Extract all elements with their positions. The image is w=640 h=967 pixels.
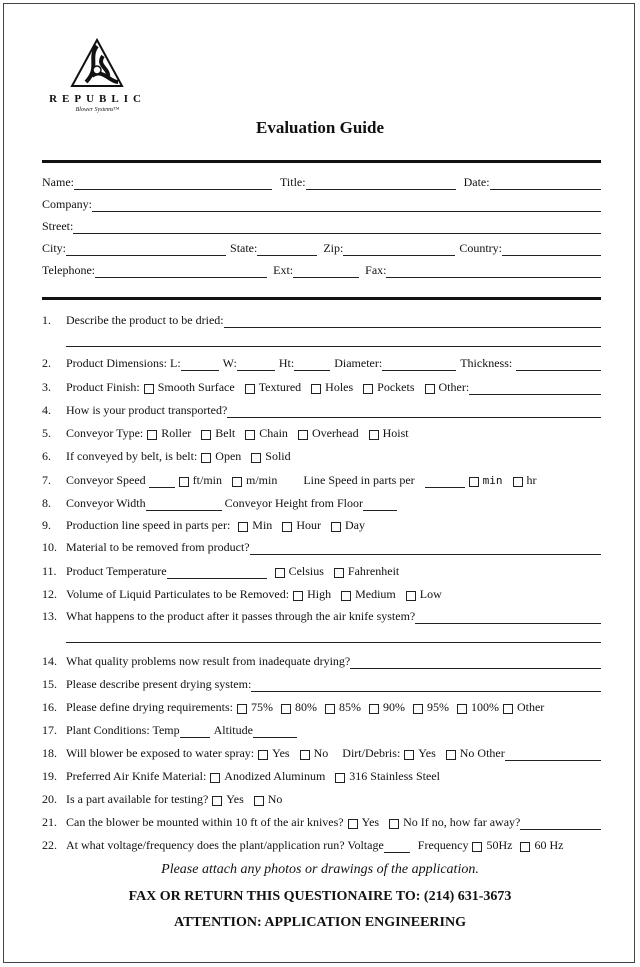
attach-note: Please attach any photos or drawings of the application. xyxy=(161,862,479,877)
hz60-label: 60 Hz xyxy=(534,838,564,852)
celsius-label: Celsius xyxy=(288,564,324,578)
hz60-checkbox[interactable] xyxy=(520,842,530,852)
smooth-label: Smooth Surface xyxy=(157,380,235,394)
hr-checkbox[interactable] xyxy=(513,477,523,487)
thickness-field[interactable] xyxy=(516,358,601,371)
contact-row-company xyxy=(42,197,601,212)
mmin-checkbox[interactable] xyxy=(232,477,242,487)
conveyor-width-field[interactable] xyxy=(146,498,222,511)
testing-no-checkbox[interactable] xyxy=(254,796,264,806)
conveyor-height-field[interactable] xyxy=(363,498,397,511)
volume-label: Volume of Liquid Particulates to be Removed: xyxy=(66,587,290,601)
altitude-field[interactable] xyxy=(253,725,297,738)
pct75-checkbox[interactable] xyxy=(237,704,247,714)
mount-label: Can the blower be mounted within 10 ft of the air knives? xyxy=(66,815,344,829)
pockets-checkbox[interactable] xyxy=(363,384,373,394)
mount-no-label: No If no, how far away? xyxy=(403,815,521,829)
question-text: What happens to the product after it passes through the air knife system? xyxy=(66,609,416,623)
dirt-no-other-label: No Other xyxy=(459,746,505,760)
pct100-label: 100% xyxy=(470,700,499,714)
temperature-field[interactable] xyxy=(167,566,267,579)
celsius-checkbox[interactable] xyxy=(275,568,285,578)
brand-subtitle: Blower Systems™ xyxy=(75,107,120,113)
question-number: 17. xyxy=(42,723,57,737)
question-4 xyxy=(42,403,601,418)
prod-min-label: Min xyxy=(252,518,273,532)
question-number: 8. xyxy=(42,496,51,510)
attention-line: ATTENTION: APPLICATION ENGINEERING xyxy=(174,915,466,930)
material-pref-label: Preferred Air Knife Material: xyxy=(66,769,207,783)
date-field[interactable] xyxy=(490,177,601,190)
conveyor-width-label: Conveyor Width xyxy=(66,496,146,510)
pct80-label: 80% xyxy=(294,700,317,714)
solid-label: Solid xyxy=(265,449,291,463)
question-number: 12. xyxy=(42,587,57,601)
question-7 xyxy=(42,473,601,488)
question-number: 13. xyxy=(42,609,57,623)
conveyor-height-label: Conveyor Height from Floor xyxy=(224,496,363,510)
drying-other-checkbox[interactable] xyxy=(503,704,513,714)
stainless-label: 316 Stainless Steel xyxy=(349,769,440,783)
question-21 xyxy=(42,815,601,830)
transport-field[interactable] xyxy=(227,405,601,418)
hz50-label: 50Hz xyxy=(486,838,513,852)
ext-field[interactable] xyxy=(293,265,359,278)
telephone-field[interactable] xyxy=(95,265,267,278)
width-label: W: xyxy=(222,356,237,370)
diameter-label: Diameter: xyxy=(334,356,383,370)
hoist-checkbox[interactable] xyxy=(369,430,379,440)
belt-label: Belt xyxy=(215,426,236,440)
stainless-checkbox[interactable] xyxy=(335,773,345,783)
fax-label: Fax: xyxy=(365,263,387,277)
question-number: 10. xyxy=(42,540,57,554)
question-8 xyxy=(42,496,601,511)
question-1 xyxy=(42,313,601,328)
title-label: Title: xyxy=(280,175,306,189)
zip-field[interactable] xyxy=(343,243,455,256)
water-no-checkbox[interactable] xyxy=(300,750,310,760)
mount-yes-label: Yes xyxy=(361,815,380,829)
finish-label: Product Finish: xyxy=(66,380,140,394)
overhead-label: Overhead xyxy=(311,426,359,440)
question-number: 3. xyxy=(42,380,51,394)
medium-checkbox[interactable] xyxy=(341,591,351,601)
pct85-checkbox[interactable] xyxy=(325,704,335,714)
telephone-label: Telephone: xyxy=(42,263,96,277)
state-field[interactable] xyxy=(257,243,317,256)
question-6 xyxy=(42,449,601,464)
open-label: Open xyxy=(215,449,242,463)
hr-label: hr xyxy=(526,473,537,487)
question-number: 7. xyxy=(42,473,51,487)
pct90-checkbox[interactable] xyxy=(369,704,379,714)
country-label: Country: xyxy=(459,241,503,255)
question-number: 6. xyxy=(42,449,51,463)
dimensions-label: Product Dimensions: L: xyxy=(66,356,181,370)
question-16 xyxy=(42,700,601,715)
question-text: How is your product transported? xyxy=(66,403,228,417)
top-divider xyxy=(42,160,601,163)
question-number: 16. xyxy=(42,700,57,714)
overhead-checkbox[interactable] xyxy=(298,430,308,440)
thickness-label: Thickness: xyxy=(460,356,513,370)
holes-checkbox[interactable] xyxy=(311,384,321,394)
question-number: 2. xyxy=(42,356,51,370)
pct75-label: 75% xyxy=(250,700,273,714)
pockets-label: Pockets xyxy=(377,380,415,394)
water-no-label: No xyxy=(313,746,329,760)
company-field[interactable] xyxy=(92,199,601,212)
textured-label: Textured xyxy=(258,380,302,394)
testing-yes-label: Yes xyxy=(226,792,244,806)
question-10 xyxy=(42,540,601,555)
low-label: Low xyxy=(419,587,442,601)
roller-label: Roller xyxy=(161,426,192,440)
question-number: 21. xyxy=(42,815,57,829)
dirt-other-field[interactable] xyxy=(505,748,601,761)
name-field[interactable] xyxy=(74,177,272,190)
page-title: Evaluation Guide xyxy=(255,118,384,137)
drying-other-label: Other xyxy=(516,700,545,714)
plant-temp-field[interactable] xyxy=(180,725,210,738)
question-number: 5. xyxy=(42,426,51,440)
question-text: Material to be removed from product? xyxy=(66,540,250,554)
question-19 xyxy=(42,769,601,784)
ftmin-checkbox[interactable] xyxy=(179,477,189,487)
distance-field[interactable] xyxy=(520,817,601,830)
diameter-field[interactable] xyxy=(382,358,456,371)
height-label: Ht: xyxy=(278,356,295,370)
smooth-checkbox[interactable] xyxy=(144,384,154,394)
material-field[interactable] xyxy=(250,542,601,555)
ftmin-label: ft/min xyxy=(192,473,222,487)
min-checkbox[interactable] xyxy=(469,477,479,487)
question-number: 9. xyxy=(42,518,51,532)
plant-temp-label: Plant Conditions: Temp xyxy=(66,723,180,737)
testing-yes-checkbox[interactable] xyxy=(212,796,222,806)
production-speed-label: Production line speed in parts per: xyxy=(66,518,231,532)
hoist-label: Hoist xyxy=(382,426,409,440)
pct95-checkbox[interactable] xyxy=(413,704,423,714)
title-field[interactable] xyxy=(306,177,456,190)
after-process-line-2[interactable] xyxy=(66,642,601,643)
question-18 xyxy=(42,746,601,761)
height-field[interactable] xyxy=(294,358,330,371)
question-text: Please describe present drying system: xyxy=(66,677,252,691)
state-label: State: xyxy=(230,241,258,255)
voltage-field[interactable] xyxy=(384,840,410,853)
street-label: Street: xyxy=(42,219,74,233)
low-checkbox[interactable] xyxy=(406,591,416,601)
question-3 xyxy=(42,380,601,395)
question-number: 19. xyxy=(42,769,57,783)
length-field[interactable] xyxy=(181,358,219,371)
textured-checkbox[interactable] xyxy=(245,384,255,394)
prod-min-checkbox[interactable] xyxy=(238,522,248,532)
question-text: Describe the product to be dried: xyxy=(66,313,224,327)
ext-label: Ext: xyxy=(273,263,294,277)
temperature-label: Product Temperature xyxy=(66,564,167,578)
question-number: 1. xyxy=(42,313,51,327)
dirt-yes-checkbox[interactable] xyxy=(404,750,414,760)
question-17 xyxy=(42,723,601,738)
drying-requirements-label: Please define drying requirements: xyxy=(66,700,233,714)
width-field[interactable] xyxy=(237,358,275,371)
mount-yes-checkbox[interactable] xyxy=(348,819,358,829)
high-label: High xyxy=(307,587,332,601)
testing-label: Is a part available for testing? xyxy=(66,792,209,806)
min-label: min xyxy=(482,474,503,487)
city-label: City: xyxy=(42,241,67,255)
altitude-label: Altitude xyxy=(213,723,253,737)
line-speed-field[interactable] xyxy=(425,475,465,488)
question-13 xyxy=(42,609,601,624)
question-20 xyxy=(42,792,601,807)
logo-icon xyxy=(70,38,125,90)
aluminum-label: Anodized Aluminum xyxy=(224,769,326,783)
after-process-field[interactable] xyxy=(415,611,601,624)
republic-logo xyxy=(40,38,155,123)
contact-row-telephone xyxy=(42,263,601,278)
country-field[interactable] xyxy=(502,243,601,256)
conveyor-type-label: Conveyor Type: xyxy=(66,426,144,440)
prod-day-checkbox[interactable] xyxy=(331,522,341,532)
conveyor-speed-label: Conveyor Speed xyxy=(66,473,146,487)
fahrenheit-checkbox[interactable] xyxy=(334,568,344,578)
question-11 xyxy=(42,564,601,579)
open-checkbox[interactable] xyxy=(201,453,211,463)
question-number: 14. xyxy=(42,654,57,668)
question-number: 22. xyxy=(42,838,57,852)
question-number: 18. xyxy=(42,746,57,760)
prod-hour-checkbox[interactable] xyxy=(282,522,292,532)
mount-no-checkbox[interactable] xyxy=(389,819,399,829)
voltage-label: At what voltage/frequency does the plant/application run? Voltage xyxy=(66,838,384,852)
pct85-label: 85% xyxy=(338,700,361,714)
pct100-checkbox[interactable] xyxy=(457,704,467,714)
holes-label: Holes xyxy=(325,380,354,394)
question-text: What quality problems now result from inadequate drying? xyxy=(66,654,351,668)
question-12 xyxy=(42,587,601,602)
question-14 xyxy=(42,654,601,669)
contact-row-city xyxy=(42,241,601,256)
pct80-checkbox[interactable] xyxy=(281,704,291,714)
line-speed-label: Line Speed in parts per xyxy=(303,473,415,487)
chain-label: Chain xyxy=(259,426,288,440)
pct95-label: 95% xyxy=(426,700,449,714)
conveyor-speed-field[interactable] xyxy=(149,475,175,488)
other-label: Other: xyxy=(438,380,470,394)
medium-label: Medium xyxy=(355,587,396,601)
question-number: 15. xyxy=(42,677,57,691)
question-5 xyxy=(42,426,601,441)
question-number: 11. xyxy=(42,564,57,578)
street-field[interactable] xyxy=(73,221,601,234)
testing-no-label: No xyxy=(267,792,283,806)
question-2 xyxy=(42,356,601,371)
fahrenheit-label: Fahrenheit xyxy=(347,564,400,578)
fax-instructions: FAX OR RETURN THIS QUESTIONAIRE TO: (214) 631-3673 xyxy=(128,889,512,904)
question-15 xyxy=(42,677,601,692)
city-field[interactable] xyxy=(66,243,226,256)
roller-checkbox[interactable] xyxy=(147,430,157,440)
contact-row-name xyxy=(42,175,601,190)
water-spray-label: Will blower be exposed to water spray: xyxy=(66,746,255,760)
water-yes-checkbox[interactable] xyxy=(258,750,268,760)
water-yes-label: Yes xyxy=(272,746,290,760)
date-label: Date: xyxy=(463,175,490,189)
high-checkbox[interactable] xyxy=(293,591,303,601)
belt-checkbox[interactable] xyxy=(201,430,211,440)
zip-label: Zip: xyxy=(323,241,344,255)
fax-field[interactable] xyxy=(386,265,601,278)
contact-row-street xyxy=(42,219,601,234)
quality-problems-field[interactable] xyxy=(350,656,601,669)
mmin-label: m/min xyxy=(246,473,278,487)
other-checkbox[interactable] xyxy=(425,384,435,394)
product-description-line-2[interactable] xyxy=(66,346,601,347)
question-number: 4. xyxy=(42,403,51,417)
aluminum-checkbox[interactable] xyxy=(210,773,220,783)
company-label: Company: xyxy=(42,197,92,211)
frequency-label: Frequency xyxy=(417,838,469,852)
drying-system-field[interactable] xyxy=(251,679,601,692)
dirt-no-checkbox[interactable] xyxy=(446,750,456,760)
dirt-yes-label: Yes xyxy=(418,746,436,760)
dirt-label: Dirt/Debris: xyxy=(342,746,401,760)
prod-hour-label: Hour xyxy=(296,518,321,532)
chain-checkbox[interactable] xyxy=(245,430,255,440)
solid-checkbox[interactable] xyxy=(251,453,261,463)
questions-divider xyxy=(42,297,601,300)
prod-day-label: Day xyxy=(344,518,365,532)
belt-type-label: If conveyed by belt, is belt: xyxy=(66,449,198,463)
question-number: 20. xyxy=(42,792,57,806)
product-description-field[interactable] xyxy=(224,315,601,328)
hz50-checkbox[interactable] xyxy=(472,842,482,852)
question-9 xyxy=(42,518,601,533)
finish-other-field[interactable] xyxy=(469,382,601,395)
question-22 xyxy=(42,838,601,853)
brand-name: REPUBLIC xyxy=(49,93,146,105)
pct90-label: 90% xyxy=(382,700,405,714)
name-label: Name: xyxy=(42,175,74,189)
